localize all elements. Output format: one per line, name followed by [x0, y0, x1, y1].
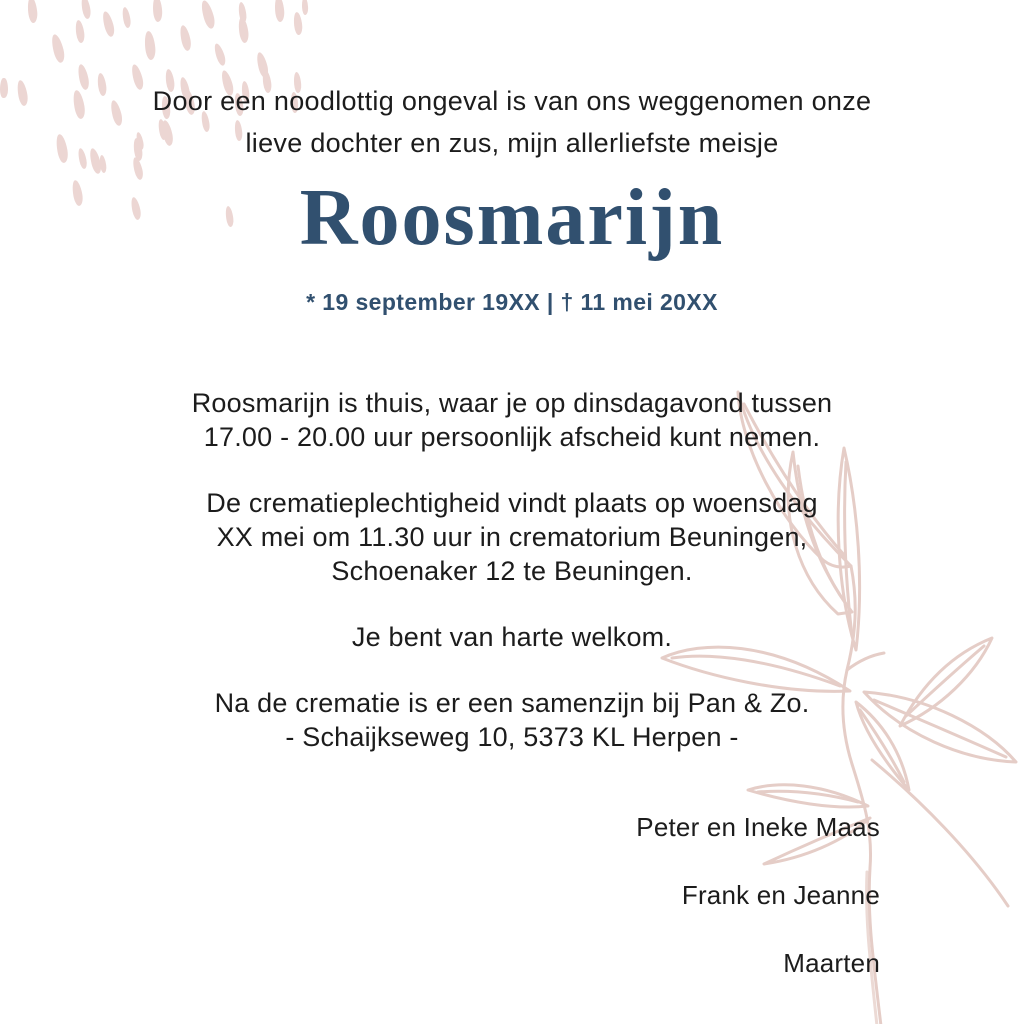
body-line: Roosmarijn is thuis, waar je op dinsdagavond tussen: [191, 388, 833, 418]
leaf: [748, 785, 868, 807]
signatures: [636, 811, 880, 1015]
body-paragraph: [0, 486, 1024, 588]
body-paragraph: [0, 620, 1024, 654]
signature-name: Frank en Jeanne: [681, 880, 880, 910]
body-line: Schoenaker 12 te Beuningen.: [331, 556, 693, 586]
body-line: XX mei om 11.30 uur in crematorium Beuningen,: [216, 522, 808, 552]
body-paragraph: [0, 686, 1024, 754]
signature-name: Maarten: [783, 948, 880, 978]
body-line: - Schaijkseweg 10, 5373 KL Herpen -: [285, 722, 739, 752]
body-line: Na de crematie is er een samenzijn bij Pan & Zo.: [214, 688, 810, 718]
announcement-intro: [0, 80, 1024, 164]
birth-death-dates: * 19 september 19XX | † 11 mei 20XX: [306, 289, 718, 315]
body-line: Je bent van harte welkom.: [351, 622, 673, 652]
body-line: De crematieplechtigheid vindt plaats op woensdag: [206, 488, 818, 518]
signature-name: Peter en Ineke Maas: [636, 812, 880, 842]
announcement-body: [0, 386, 1024, 786]
intro-line: Door een noodlottig ongeval is van ons weggenomen onze: [152, 86, 872, 116]
intro-line: lieve dochter en zus, mijn allerliefste meisje: [245, 128, 779, 158]
deceased-name: Roosmarijn: [299, 174, 725, 262]
body-paragraph: [0, 386, 1024, 454]
body-line: 17.00 - 20.00 uur persoonlijk afscheid kunt nemen.: [203, 422, 821, 452]
